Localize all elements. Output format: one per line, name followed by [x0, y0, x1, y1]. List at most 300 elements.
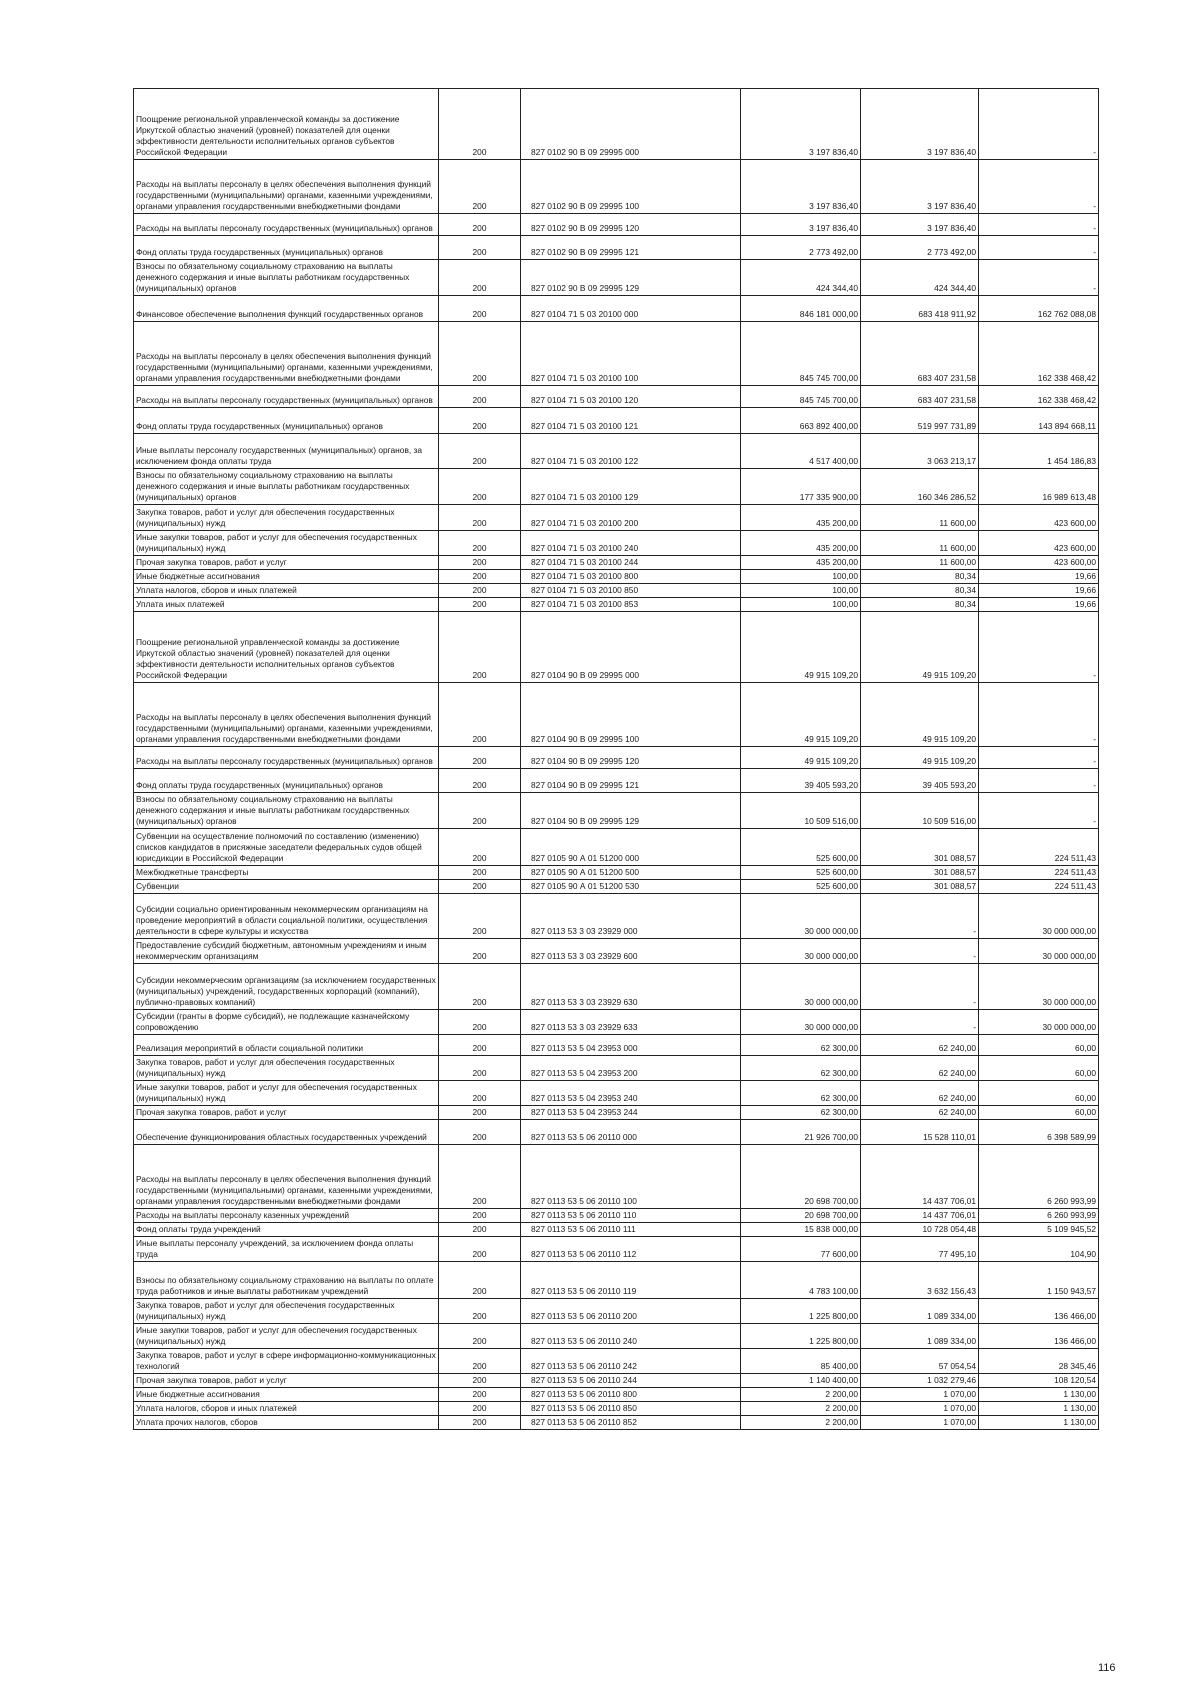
table-row — [134, 434, 1099, 469]
row-name-cell: Фонд оплаты труда учреждений — [134, 1223, 439, 1237]
row-name-cell: Субвенции — [134, 880, 439, 894]
row-executed-cell: 3 197 836,40 — [861, 160, 979, 214]
row-code-cell: 200 — [439, 260, 521, 296]
row-executed-cell: 62 240,00 — [861, 1035, 979, 1056]
row-executed-cell: 301 088,57 — [861, 829, 979, 866]
row-approved-cell: 77 600,00 — [741, 1237, 861, 1262]
row-approved-cell: 49 915 109,20 — [741, 612, 861, 683]
table-row — [134, 1081, 1099, 1106]
row-executed-cell: 62 240,00 — [861, 1106, 979, 1120]
row-kbk-cell: 827 0113 53 5 06 20110 000 — [521, 1120, 741, 1145]
row-executed-cell: 14 437 706,01 — [861, 1209, 979, 1223]
row-kbk-cell: 827 0104 71 5 03 20100 240 — [521, 531, 741, 556]
row-unexecuted-cell: 16 989 613,48 — [979, 469, 1099, 505]
row-code-cell: 200 — [439, 964, 521, 1010]
row-name-cell: Поощрение региональной управленческой команды за достижение Иркутской областью значений (уровней) показателей для оценки эффективности деятельности исполнительных органов субъектов Российской Федерации — [134, 89, 439, 160]
row-kbk-cell: 827 0102 90 В 09 29995 121 — [521, 236, 741, 260]
row-unexecuted-cell: 5 109 945,52 — [979, 1223, 1099, 1237]
row-name-cell: Уплата прочих налогов, сборов — [134, 1416, 439, 1430]
table-row — [134, 769, 1099, 793]
row-unexecuted-cell: 108 120,54 — [979, 1374, 1099, 1388]
row-name-cell: Уплата иных платежей — [134, 598, 439, 612]
row-approved-cell: 20 698 700,00 — [741, 1145, 861, 1209]
row-name-cell: Закупка товаров, работ и услуг в сфере информационно-коммуникационных технологий — [134, 1349, 439, 1374]
row-name-cell: Расходы на выплаты персоналу государственных (муниципальных) органов — [134, 214, 439, 236]
row-name-cell: Расходы на выплаты персоналу в целях обеспечения выполнения функций государственными (муниципальными) органами, казенными учреждениями, органами управления государственными внебюджетными фондами — [134, 160, 439, 214]
row-approved-cell: 424 344,40 — [741, 260, 861, 296]
row-executed-cell: 683 407 231,58 — [861, 386, 979, 408]
row-kbk-cell: 827 0113 53 5 04 23953 240 — [521, 1081, 741, 1106]
table-row — [134, 1374, 1099, 1388]
row-unexecuted-cell: 104,90 — [979, 1237, 1099, 1262]
row-unexecuted-cell: 224 511,43 — [979, 866, 1099, 880]
row-code-cell: 200 — [439, 584, 521, 598]
row-kbk-cell: 827 0104 71 5 03 20100 122 — [521, 434, 741, 469]
row-name-cell: Иные выплаты персоналу учреждений, за исключением фонда оплаты труда — [134, 1237, 439, 1262]
row-executed-cell: 49 915 109,20 — [861, 747, 979, 769]
row-code-cell: 200 — [439, 683, 521, 747]
table-row — [134, 260, 1099, 296]
row-approved-cell: 435 200,00 — [741, 505, 861, 531]
row-code-cell: 200 — [439, 434, 521, 469]
row-code-cell: 200 — [439, 829, 521, 866]
table-row — [134, 1262, 1099, 1299]
row-executed-cell: 77 495,10 — [861, 1237, 979, 1262]
budget-table-body — [134, 89, 1099, 1430]
row-executed-cell: 62 240,00 — [861, 1081, 979, 1106]
row-code-cell: 200 — [439, 1035, 521, 1056]
row-approved-cell: 845 745 700,00 — [741, 386, 861, 408]
row-executed-cell: 160 346 286,52 — [861, 469, 979, 505]
row-executed-cell: 39 405 593,20 — [861, 769, 979, 793]
row-unexecuted-cell: 143 894 668,11 — [979, 408, 1099, 434]
row-code-cell: 200 — [439, 1237, 521, 1262]
row-unexecuted-cell: 30 000 000,00 — [979, 894, 1099, 939]
row-kbk-cell: 827 0113 53 5 06 20110 100 — [521, 1145, 741, 1209]
row-unexecuted-cell: 6 260 993,99 — [979, 1145, 1099, 1209]
row-approved-cell: 435 200,00 — [741, 556, 861, 570]
table-row — [134, 1145, 1099, 1209]
row-executed-cell: 3 197 836,40 — [861, 89, 979, 160]
table-row — [134, 89, 1099, 160]
table-row — [134, 880, 1099, 894]
row-executed-cell: - — [861, 964, 979, 1010]
row-code-cell: 200 — [439, 531, 521, 556]
row-name-cell: Субсидии некоммерческим организациям (за исключением государственных (муниципальных) учреждений, государственных корпораций (компаний), публично-правовых компаний) — [134, 964, 439, 1010]
row-code-cell: 200 — [439, 866, 521, 880]
row-kbk-cell: 827 0104 71 5 03 20100 121 — [521, 408, 741, 434]
row-kbk-cell: 827 0113 53 5 06 20110 242 — [521, 1349, 741, 1374]
row-executed-cell: 3 197 836,40 — [861, 214, 979, 236]
row-approved-cell: 39 405 593,20 — [741, 769, 861, 793]
row-unexecuted-cell: 1 130,00 — [979, 1416, 1099, 1430]
row-unexecuted-cell: 28 345,46 — [979, 1349, 1099, 1374]
row-executed-cell: 57 054,54 — [861, 1349, 979, 1374]
row-approved-cell: 177 335 900,00 — [741, 469, 861, 505]
row-kbk-cell: 827 0104 90 В 09 29995 000 — [521, 612, 741, 683]
row-executed-cell: 3 632 156,43 — [861, 1262, 979, 1299]
row-approved-cell: 62 300,00 — [741, 1035, 861, 1056]
row-name-cell: Прочая закупка товаров, работ и услуг — [134, 1374, 439, 1388]
table-row — [134, 505, 1099, 531]
row-executed-cell: 80,34 — [861, 570, 979, 584]
row-executed-cell: - — [861, 1010, 979, 1035]
row-unexecuted-cell: 136 466,00 — [979, 1324, 1099, 1349]
table-row — [134, 214, 1099, 236]
row-unexecuted-cell: 60,00 — [979, 1056, 1099, 1081]
row-name-cell: Иные закупки товаров, работ и услуг для обеспечения государственных (муниципальных) нужд — [134, 1324, 439, 1349]
row-name-cell: Закупка товаров, работ и услуг для обеспечения государственных (муниципальных) нужд — [134, 505, 439, 531]
row-code-cell: 200 — [439, 1388, 521, 1402]
row-approved-cell: 85 400,00 — [741, 1349, 861, 1374]
table-row — [134, 829, 1099, 866]
row-code-cell: 200 — [439, 1145, 521, 1209]
row-kbk-cell: 827 0113 53 5 06 20110 800 — [521, 1388, 741, 1402]
row-approved-cell: 62 300,00 — [741, 1106, 861, 1120]
row-name-cell: Взносы по обязательному социальному страхованию на выплаты денежного содержания и иные выплаты работникам государственных (муниципальных) органов — [134, 793, 439, 829]
budget-table — [133, 88, 1099, 1430]
row-kbk-cell: 827 0113 53 5 04 23953 244 — [521, 1106, 741, 1120]
row-kbk-cell: 827 0113 53 3 03 23929 000 — [521, 894, 741, 939]
row-unexecuted-cell: - — [979, 89, 1099, 160]
row-executed-cell: 49 915 109,20 — [861, 612, 979, 683]
table-row — [134, 1106, 1099, 1120]
table-row — [134, 469, 1099, 505]
row-approved-cell: 20 698 700,00 — [741, 1209, 861, 1223]
row-kbk-cell: 827 0113 53 5 06 20110 240 — [521, 1324, 741, 1349]
row-executed-cell: 1 089 334,00 — [861, 1324, 979, 1349]
row-approved-cell: 435 200,00 — [741, 531, 861, 556]
table-row — [134, 1402, 1099, 1416]
row-executed-cell: 1 089 334,00 — [861, 1299, 979, 1324]
row-name-cell: Субсидии социально ориентированным некоммерческим организациям на проведение мероприятий в области социальной политики, осуществления деятельности в сфере культуры и искусства — [134, 894, 439, 939]
table-row — [134, 1035, 1099, 1056]
row-name-cell: Поощрение региональной управленческой команды за достижение Иркутской областью значений (уровней) показателей для оценки эффективности деятельности исполнительных органов субъектов Российской Федерации — [134, 612, 439, 683]
row-name-cell: Взносы по обязательному социальному страхованию на выплаты по оплате труда работников и иные выплаты работникам учреждений — [134, 1262, 439, 1299]
table-row — [134, 1010, 1099, 1035]
row-unexecuted-cell: - — [979, 769, 1099, 793]
row-approved-cell: 15 838 000,00 — [741, 1223, 861, 1237]
row-approved-cell: 30 000 000,00 — [741, 894, 861, 939]
row-code-cell: 200 — [439, 236, 521, 260]
row-code-cell: 200 — [439, 1402, 521, 1416]
row-name-cell: Закупка товаров, работ и услуг для обеспечения государственных (муниципальных) нужд — [134, 1056, 439, 1081]
row-approved-cell: 4 517 400,00 — [741, 434, 861, 469]
row-unexecuted-cell: 30 000 000,00 — [979, 964, 1099, 1010]
row-unexecuted-cell: 60,00 — [979, 1081, 1099, 1106]
row-name-cell: Расходы на выплаты персоналу в целях обеспечения выполнения функций государственными (муниципальными) органами, казенными учреждениями, органами управления государственными внебюджетными фондами — [134, 683, 439, 747]
row-unexecuted-cell: - — [979, 683, 1099, 747]
table-row — [134, 1324, 1099, 1349]
row-unexecuted-cell: 162 338 468,42 — [979, 322, 1099, 386]
table-row — [134, 1388, 1099, 1402]
table-row — [134, 1237, 1099, 1262]
row-unexecuted-cell: 1 150 943,57 — [979, 1262, 1099, 1299]
row-name-cell: Закупка товаров, работ и услуг для обеспечения государственных (муниципальных) нужд — [134, 1299, 439, 1324]
row-code-cell: 200 — [439, 469, 521, 505]
row-unexecuted-cell: 162 338 468,42 — [979, 386, 1099, 408]
table-row — [134, 894, 1099, 939]
table-row — [134, 866, 1099, 880]
row-kbk-cell: 827 0113 53 3 03 23929 633 — [521, 1010, 741, 1035]
table-row — [134, 236, 1099, 260]
row-executed-cell: 301 088,57 — [861, 866, 979, 880]
row-name-cell: Субвенции на осуществление полномочий по составлению (изменению) списков кандидатов в присяжные заседатели федеральных судов общей юрисдикции в Российской Федерации — [134, 829, 439, 866]
row-approved-cell: 10 509 516,00 — [741, 793, 861, 829]
row-unexecuted-cell: 423 600,00 — [979, 505, 1099, 531]
row-kbk-cell: 827 0113 53 5 06 20110 112 — [521, 1237, 741, 1262]
row-unexecuted-cell: - — [979, 747, 1099, 769]
row-name-cell: Прочая закупка товаров, работ и услуг — [134, 1106, 439, 1120]
row-executed-cell: 49 915 109,20 — [861, 683, 979, 747]
row-unexecuted-cell: - — [979, 160, 1099, 214]
table-row — [134, 160, 1099, 214]
row-name-cell: Фонд оплаты труда государственных (муниципальных) органов — [134, 408, 439, 434]
row-code-cell: 200 — [439, 214, 521, 236]
row-name-cell: Расходы на выплаты персоналу в целях обеспечения выполнения функций государственными (муниципальными) органами, казенными учреждениями, органами управления государственными внебюджетными фондами — [134, 322, 439, 386]
row-name-cell: Предоставление субсидий бюджетным, автономным учреждениям и иным некоммерческим организациям — [134, 939, 439, 964]
row-name-cell: Реализация мероприятий в области социальной политики — [134, 1035, 439, 1056]
table-row — [134, 296, 1099, 322]
row-name-cell: Уплата налогов, сборов и иных платежей — [134, 584, 439, 598]
row-name-cell: Обеспечение функционирования областных государственных учреждений — [134, 1120, 439, 1145]
row-code-cell: 200 — [439, 747, 521, 769]
row-name-cell: Иные бюджетные ассигнования — [134, 570, 439, 584]
row-unexecuted-cell: 1 454 186,83 — [979, 434, 1099, 469]
row-approved-cell: 2 200,00 — [741, 1402, 861, 1416]
row-approved-cell: 3 197 836,40 — [741, 214, 861, 236]
row-executed-cell: 11 600,00 — [861, 531, 979, 556]
row-approved-cell: 30 000 000,00 — [741, 964, 861, 1010]
row-executed-cell: - — [861, 939, 979, 964]
row-kbk-cell: 827 0104 90 В 09 29995 100 — [521, 683, 741, 747]
row-approved-cell: 49 915 109,20 — [741, 683, 861, 747]
row-name-cell: Уплата налогов, сборов и иных платежей — [134, 1402, 439, 1416]
row-unexecuted-cell: 30 000 000,00 — [979, 939, 1099, 964]
row-code-cell: 200 — [439, 1299, 521, 1324]
row-code-cell: 200 — [439, 1324, 521, 1349]
row-approved-cell: 62 300,00 — [741, 1056, 861, 1081]
row-kbk-cell: 827 0104 71 5 03 20100 000 — [521, 296, 741, 322]
row-kbk-cell: 827 0113 53 5 04 23953 200 — [521, 1056, 741, 1081]
table-row — [134, 556, 1099, 570]
row-executed-cell: 11 600,00 — [861, 556, 979, 570]
row-unexecuted-cell: 60,00 — [979, 1035, 1099, 1056]
row-name-cell: Иные выплаты персоналу государственных (муниципальных) органов, за исключением фонда оплаты труда — [134, 434, 439, 469]
row-kbk-cell: 827 0105 90 А 01 51200 500 — [521, 866, 741, 880]
row-code-cell: 200 — [439, 1081, 521, 1106]
row-kbk-cell: 827 0113 53 5 06 20110 850 — [521, 1402, 741, 1416]
table-row — [134, 386, 1099, 408]
row-executed-cell: 1 070,00 — [861, 1388, 979, 1402]
row-name-cell: Взносы по обязательному социальному страхованию на выплаты денежного содержания и иные выплаты работникам государственных (муниципальных) органов — [134, 260, 439, 296]
row-executed-cell: 424 344,40 — [861, 260, 979, 296]
row-approved-cell: 2 200,00 — [741, 1416, 861, 1430]
row-unexecuted-cell: - — [979, 612, 1099, 683]
row-kbk-cell: 827 0104 71 5 03 20100 853 — [521, 598, 741, 612]
row-approved-cell: 100,00 — [741, 598, 861, 612]
row-code-cell: 200 — [439, 1209, 521, 1223]
row-kbk-cell: 827 0113 53 3 03 23929 600 — [521, 939, 741, 964]
row-name-cell: Расходы на выплаты персоналу государственных (муниципальных) органов — [134, 386, 439, 408]
row-executed-cell: 62 240,00 — [861, 1056, 979, 1081]
row-executed-cell: 683 418 911,92 — [861, 296, 979, 322]
row-name-cell: Расходы на выплаты персоналу в целях обеспечения выполнения функций государственными (муниципальными) органами, казенными учреждениями, органами управления государственными внебюджетными фондами — [134, 1145, 439, 1209]
table-row — [134, 747, 1099, 769]
row-unexecuted-cell: 1 130,00 — [979, 1402, 1099, 1416]
row-unexecuted-cell: 224 511,43 — [979, 829, 1099, 866]
row-kbk-cell: 827 0104 71 5 03 20100 120 — [521, 386, 741, 408]
table-row — [134, 939, 1099, 964]
row-code-cell: 200 — [439, 296, 521, 322]
row-executed-cell: 1 032 279,46 — [861, 1374, 979, 1388]
row-approved-cell: 845 745 700,00 — [741, 322, 861, 386]
row-kbk-cell: 827 0102 90 В 09 29995 129 — [521, 260, 741, 296]
row-code-cell: 200 — [439, 322, 521, 386]
row-executed-cell: 11 600,00 — [861, 505, 979, 531]
row-unexecuted-cell: 162 762 088,08 — [979, 296, 1099, 322]
row-executed-cell: 3 063 213,17 — [861, 434, 979, 469]
row-name-cell: Прочая закупка товаров, работ и услуг — [134, 556, 439, 570]
table-row — [134, 531, 1099, 556]
row-name-cell: Фонд оплаты труда государственных (муниципальных) органов — [134, 769, 439, 793]
row-approved-cell: 100,00 — [741, 570, 861, 584]
row-kbk-cell: 827 0104 71 5 03 20100 100 — [521, 322, 741, 386]
row-approved-cell: 1 225 800,00 — [741, 1299, 861, 1324]
row-name-cell: Фонд оплаты труда государственных (муниципальных) органов — [134, 236, 439, 260]
row-code-cell: 200 — [439, 612, 521, 683]
row-approved-cell: 49 915 109,20 — [741, 747, 861, 769]
row-code-cell: 200 — [439, 570, 521, 584]
row-unexecuted-cell: - — [979, 214, 1099, 236]
row-executed-cell: 2 773 492,00 — [861, 236, 979, 260]
row-unexecuted-cell: 60,00 — [979, 1106, 1099, 1120]
row-unexecuted-cell: - — [979, 236, 1099, 260]
row-approved-cell: 21 926 700,00 — [741, 1120, 861, 1145]
row-code-cell: 200 — [439, 939, 521, 964]
row-executed-cell: 1 070,00 — [861, 1402, 979, 1416]
row-kbk-cell: 827 0104 71 5 03 20100 200 — [521, 505, 741, 531]
row-unexecuted-cell: 30 000 000,00 — [979, 1010, 1099, 1035]
table-row — [134, 1223, 1099, 1237]
row-code-cell: 200 — [439, 769, 521, 793]
table-row — [134, 793, 1099, 829]
row-code-cell: 200 — [439, 1010, 521, 1035]
row-kbk-cell: 827 0104 71 5 03 20100 129 — [521, 469, 741, 505]
row-name-cell: Финансовое обеспечение выполнения функций государственных органов — [134, 296, 439, 322]
row-code-cell: 200 — [439, 1056, 521, 1081]
row-unexecuted-cell: 6 398 589,99 — [979, 1120, 1099, 1145]
row-approved-cell: 1 140 400,00 — [741, 1374, 861, 1388]
row-kbk-cell: 827 0113 53 5 06 20110 111 — [521, 1223, 741, 1237]
row-unexecuted-cell: 136 466,00 — [979, 1299, 1099, 1324]
row-code-cell: 200 — [439, 408, 521, 434]
table-row — [134, 408, 1099, 434]
row-approved-cell: 2 773 492,00 — [741, 236, 861, 260]
row-code-cell: 200 — [439, 1416, 521, 1430]
row-code-cell: 200 — [439, 556, 521, 570]
row-unexecuted-cell: 19,66 — [979, 584, 1099, 598]
row-code-cell: 200 — [439, 1374, 521, 1388]
table-row — [134, 322, 1099, 386]
row-approved-cell: 62 300,00 — [741, 1081, 861, 1106]
row-approved-cell: 3 197 836,40 — [741, 89, 861, 160]
table-row — [134, 598, 1099, 612]
row-unexecuted-cell: - — [979, 260, 1099, 296]
row-kbk-cell: 827 0113 53 5 06 20110 200 — [521, 1299, 741, 1324]
table-row — [134, 584, 1099, 598]
row-name-cell: Расходы на выплаты персоналу государственных (муниципальных) органов — [134, 747, 439, 769]
row-kbk-cell: 827 0102 90 В 09 29995 120 — [521, 214, 741, 236]
row-executed-cell: 10 728 054,48 — [861, 1223, 979, 1237]
row-code-cell: 200 — [439, 160, 521, 214]
row-code-cell: 200 — [439, 1349, 521, 1374]
row-executed-cell: 14 437 706,01 — [861, 1145, 979, 1209]
row-code-cell: 200 — [439, 880, 521, 894]
row-name-cell: Иные бюджетные ассигнования — [134, 1388, 439, 1402]
table-row — [134, 964, 1099, 1010]
page-number: 116 — [1098, 1662, 1116, 1674]
row-approved-cell: 846 181 000,00 — [741, 296, 861, 322]
row-kbk-cell: 827 0102 90 В 09 29995 000 — [521, 89, 741, 160]
table-row — [134, 1209, 1099, 1223]
row-executed-cell: 1 070,00 — [861, 1416, 979, 1430]
row-code-cell: 200 — [439, 598, 521, 612]
row-executed-cell: 80,34 — [861, 584, 979, 598]
row-approved-cell: 663 892 400,00 — [741, 408, 861, 434]
row-executed-cell: 301 088,57 — [861, 880, 979, 894]
table-row — [134, 612, 1099, 683]
row-executed-cell: 519 997 731,89 — [861, 408, 979, 434]
row-code-cell: 200 — [439, 1223, 521, 1237]
table-row — [134, 570, 1099, 584]
row-kbk-cell: 827 0104 71 5 03 20100 244 — [521, 556, 741, 570]
row-executed-cell: 10 509 516,00 — [861, 793, 979, 829]
row-kbk-cell: 827 0105 90 А 01 51200 530 — [521, 880, 741, 894]
row-name-cell: Межбюджетные трансферты — [134, 866, 439, 880]
row-approved-cell: 2 200,00 — [741, 1388, 861, 1402]
row-kbk-cell: 827 0104 90 В 09 29995 121 — [521, 769, 741, 793]
row-unexecuted-cell: 19,66 — [979, 570, 1099, 584]
row-unexecuted-cell: - — [979, 793, 1099, 829]
table-row — [134, 683, 1099, 747]
row-name-cell: Взносы по обязательному социальному страхованию на выплаты денежного содержания и иные выплаты работникам государственных (муниципальных) органов — [134, 469, 439, 505]
row-executed-cell: 80,34 — [861, 598, 979, 612]
row-code-cell: 200 — [439, 894, 521, 939]
row-approved-cell: 525 600,00 — [741, 880, 861, 894]
row-unexecuted-cell: 224 511,43 — [979, 880, 1099, 894]
row-code-cell: 200 — [439, 1106, 521, 1120]
row-name-cell: Иные закупки товаров, работ и услуг для обеспечения государственных (муниципальных) нужд — [134, 531, 439, 556]
table-row — [134, 1416, 1099, 1430]
row-approved-cell: 1 225 800,00 — [741, 1324, 861, 1349]
row-name-cell: Иные закупки товаров, работ и услуг для обеспечения государственных (муниципальных) нужд — [134, 1081, 439, 1106]
table-row — [134, 1299, 1099, 1324]
row-kbk-cell: 827 0113 53 5 06 20110 110 — [521, 1209, 741, 1223]
row-approved-cell: 30 000 000,00 — [741, 939, 861, 964]
row-approved-cell: 100,00 — [741, 584, 861, 598]
row-name-cell: Расходы на выплаты персоналу казенных учреждений — [134, 1209, 439, 1223]
row-approved-cell: 525 600,00 — [741, 866, 861, 880]
row-approved-cell: 3 197 836,40 — [741, 160, 861, 214]
row-executed-cell: - — [861, 894, 979, 939]
row-kbk-cell: 827 0104 71 5 03 20100 800 — [521, 570, 741, 584]
row-code-cell: 200 — [439, 89, 521, 160]
row-executed-cell: 15 528 110,01 — [861, 1120, 979, 1145]
row-code-cell: 200 — [439, 1120, 521, 1145]
row-unexecuted-cell: 19,66 — [979, 598, 1099, 612]
row-kbk-cell: 827 0104 90 В 09 29995 120 — [521, 747, 741, 769]
